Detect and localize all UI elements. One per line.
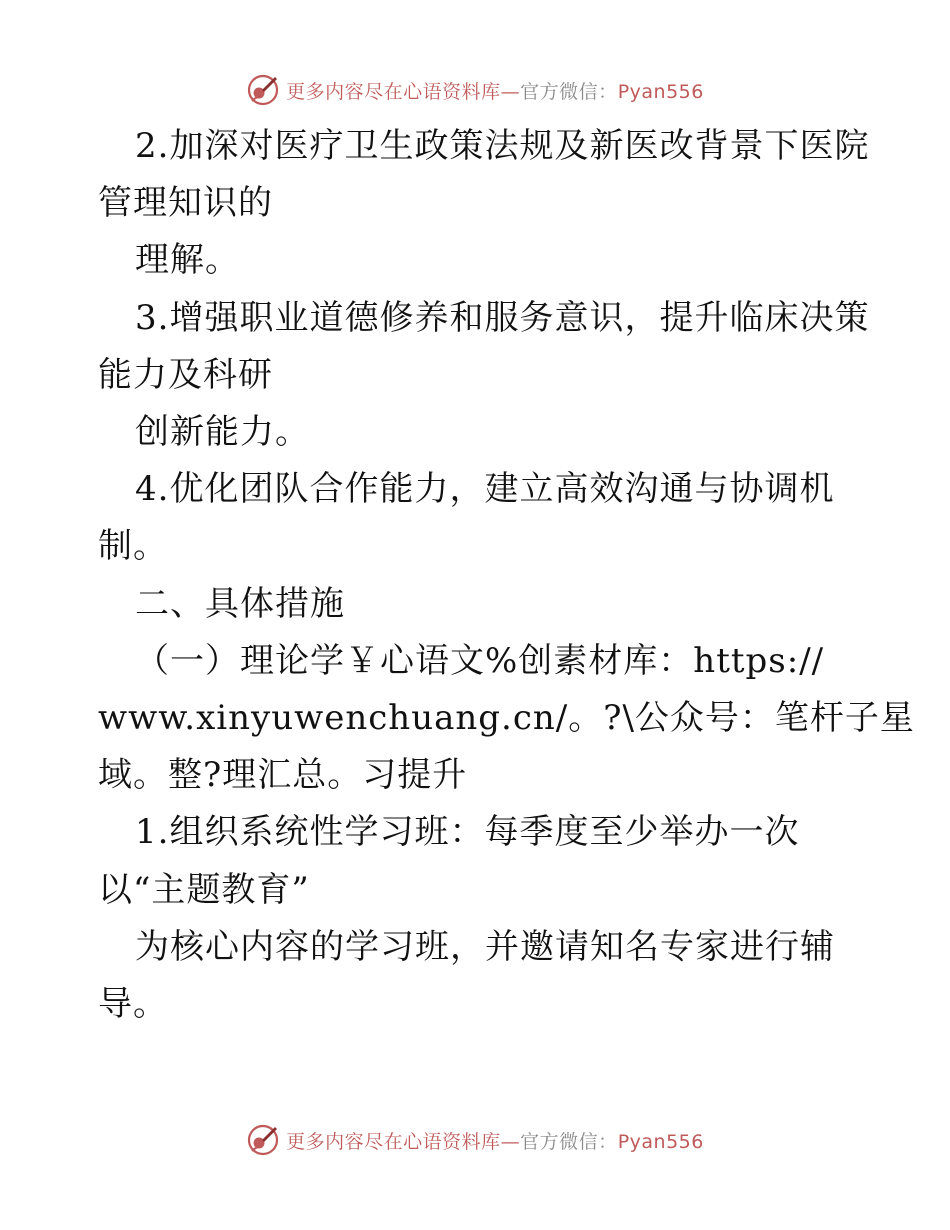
banner-text: [286, 1127, 704, 1154]
text-line: 导。: [98, 984, 168, 1025]
text-line: www.xinyuwenchuang.cn/。?\公众号：笔杆子星: [98, 698, 915, 739]
text-line: 3.增强职业道德修养和服务意识，提升临床决策: [135, 297, 870, 338]
banner-main-text: 更多内容尽在心语资料库: [286, 1130, 501, 1153]
text-line: 4.优化团队合作能力，建立高效沟通与协调机: [135, 469, 835, 510]
footer-banner: [0, 1120, 950, 1160]
text-line: 能力及科研: [98, 354, 273, 395]
text-line: 为核心内容的学习班，并邀请知名专家进行辅: [135, 926, 835, 967]
banner-official-label: 官方微信：: [520, 80, 618, 103]
text-line: 1.组织系统性学习班：每季度至少举办一次: [135, 812, 800, 853]
text-line: 二、具体措施: [135, 583, 345, 624]
banner-main-text: 更多内容尽在心语资料库: [286, 80, 501, 103]
text-line: 制。: [98, 526, 168, 567]
banner-text: [286, 77, 704, 104]
text-line: 理解。: [135, 240, 240, 281]
text-line: 2.加深对医疗卫生政策法规及新医改背景下医院: [135, 126, 870, 166]
banner-wechat-id: Pyan556: [617, 1130, 704, 1153]
header-banner: [0, 70, 950, 110]
text-line: 管理知识的: [98, 183, 273, 224]
text-line: 创新能力。: [135, 412, 310, 453]
banner-official-label: 官方微信：: [520, 1130, 618, 1153]
banner-wechat-id: Pyan556: [617, 80, 704, 103]
document-body: [98, 118, 915, 1033]
banner-dash: —: [500, 1130, 521, 1153]
text-line: 域。整?理汇总。习提升: [98, 755, 468, 796]
text-line: （一）理论学￥心语文%创素材库：https://: [135, 640, 825, 681]
pen-nib-logo-icon: [246, 1123, 280, 1157]
banner-dash: —: [500, 80, 521, 103]
text-line: 以“主题教育”: [98, 869, 310, 910]
pen-nib-logo-icon: [246, 73, 280, 107]
